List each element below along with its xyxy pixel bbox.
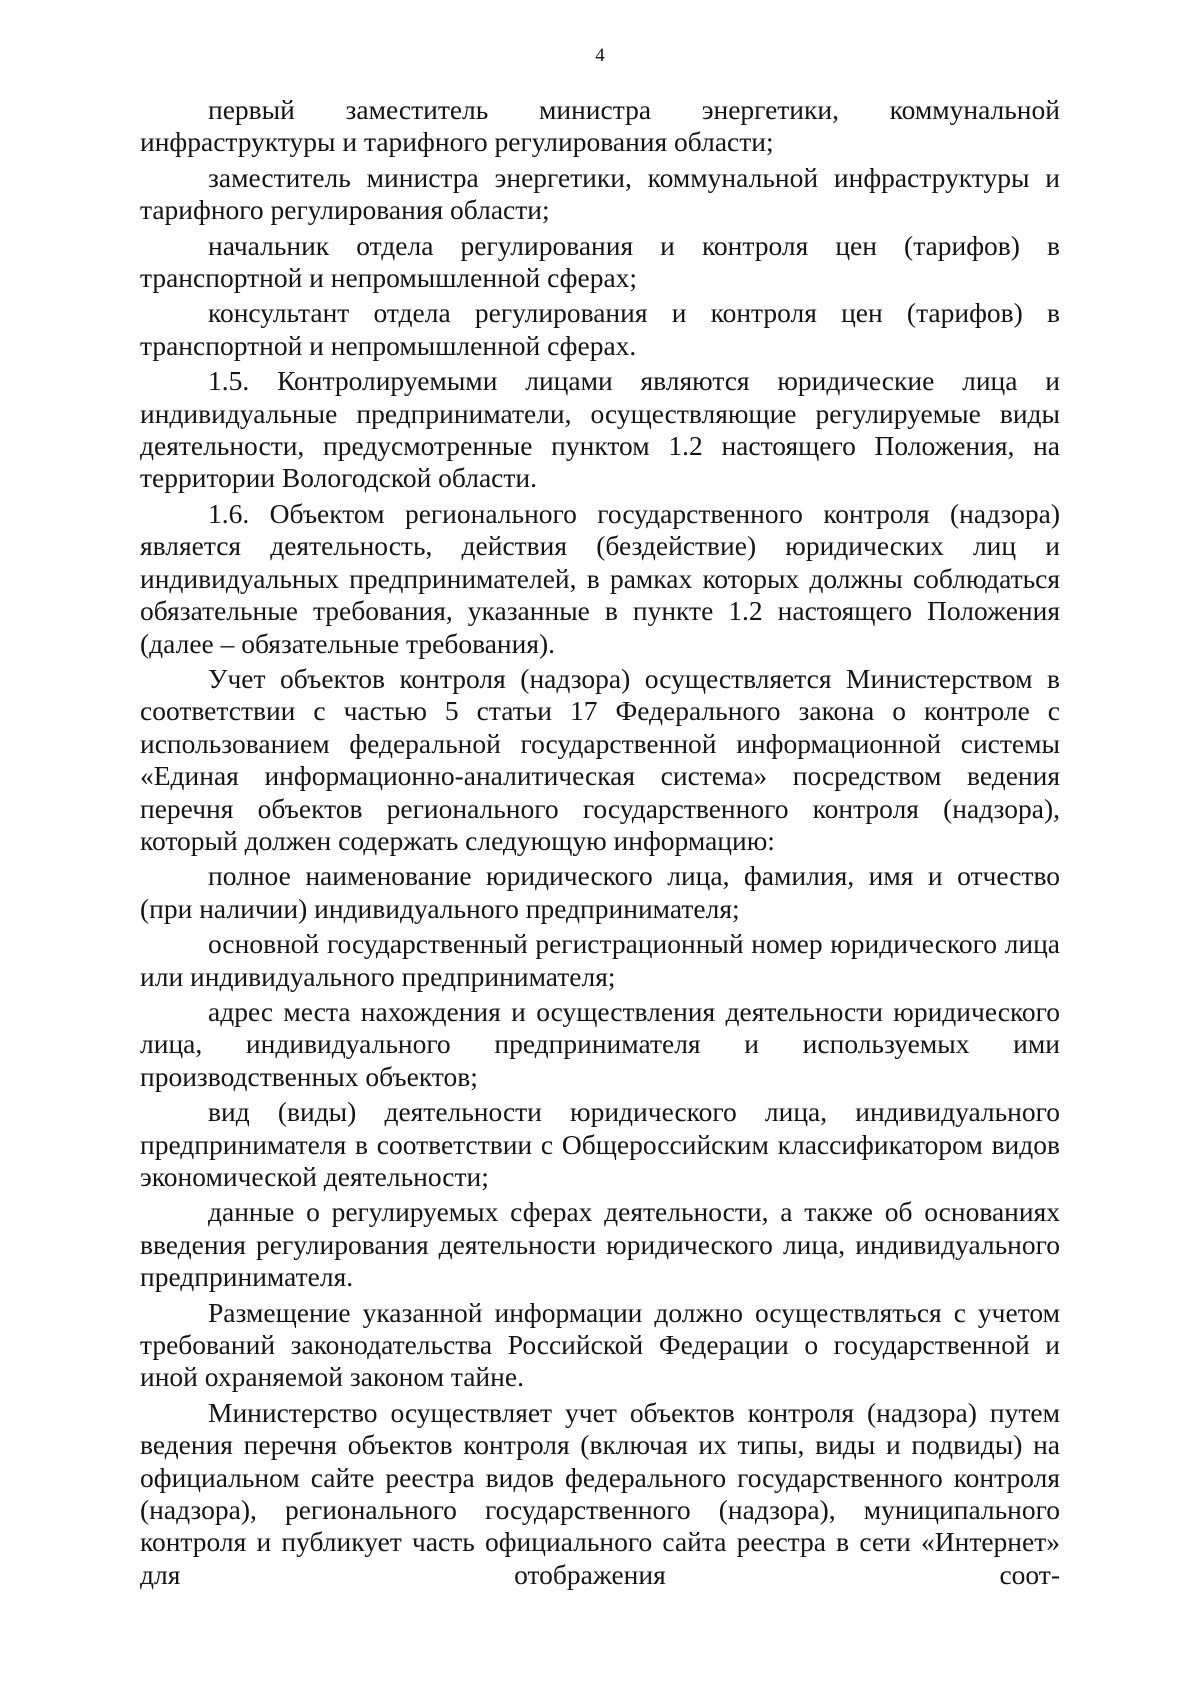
list-item-address: адрес места нахождения и осуществления деятельности юридического лица, индивидуального предпринимателя и используемых ими производственных объектов; bbox=[140, 995, 1060, 1092]
list-item-full-name: полное наименование юридического лица, фамилия, имя и отчество (при наличии) индивидуального предпринимателя; bbox=[140, 860, 1060, 924]
paragraph-ministry-register: Министерство осуществляет учет объектов контроля (надзора) путем ведения перечня объектов контроля (включая их типы, виды и подвиды) на официальном сайте реестра видов федерального государственного контроля (надзора), регионального государственного (надзора), муниципального контроля и публикует часть официального сайта реестра в сети «Интернет» для отображения соот- bbox=[140, 1396, 1060, 1590]
paragraph-first-deputy-minister: первый заместитель министра энергетики, коммунальной инфраструктуры и тарифного регулирования области; bbox=[140, 94, 1060, 158]
document-body bbox=[140, 94, 1060, 1591]
paragraph-objects-accounting: Учет объектов контроля (надзора) осуществляется Министерством в соответствии с частью 5 статьи 17 Федерального закона о контроле с использованием федеральной государственной информационной системы «Единая информационно-аналитическая система» посредством ведения перечня объектов регионального государственного контроля (надзора), который должен содержать следующую информацию: bbox=[140, 662, 1060, 856]
paragraph-1-5-controlled-persons: 1.5. Контролируемыми лицами являются юридические лица и индивидуальные предприниматели, осуществляющие регулируемые виды деятельности, предусмотренные пунктом 1.2 настоящего Положения, на территории Вологодской области. bbox=[140, 365, 1060, 494]
paragraph-1-6-control-object: 1.6. Объектом регионального государственного контроля (надзора) является деятельность, действия (бездействие) юридических лиц и индивидуальных предпринимателей, в рамках которых должны соблюдаться обязательные требования, указанные в пункте 1.2 настоящего Положения (далее – обязательные требования). bbox=[140, 497, 1060, 659]
paragraph-consultant: консультант отдела регулирования и контроля цен (тарифов) в транспортной и непромышленной сферах. bbox=[140, 297, 1060, 361]
paragraph-information-placement: Размещение указанной информации должно осуществляться с учетом требований законодательства Российской Федерации о государственной и иной охраняемой законом тайне. bbox=[140, 1296, 1060, 1393]
list-item-activity-types: вид (виды) деятельности юридического лица, индивидуального предпринимателя в соответствии с Общероссийским классификатором видов экономической деятельности; bbox=[140, 1096, 1060, 1192]
paragraph-deputy-minister: заместитель министра энергетики, коммунальной инфраструктуры и тарифного регулирования области; bbox=[140, 161, 1060, 226]
list-item-registration-number: основной государственный регистрационный номер юридического лица или индивидуального предпринимателя; bbox=[140, 928, 1060, 992]
list-item-regulated-spheres: данные о регулируемых сферах деятельности, а также об основаниях введения регулирования деятельности юридического лица, индивидуального предпринимателя. bbox=[140, 1196, 1060, 1293]
paragraph-department-head: начальник отдела регулирования и контроля цен (тарифов) в транспортной и непромышленной сферах; bbox=[140, 229, 1060, 294]
page-number: 4 bbox=[595, 45, 605, 66]
